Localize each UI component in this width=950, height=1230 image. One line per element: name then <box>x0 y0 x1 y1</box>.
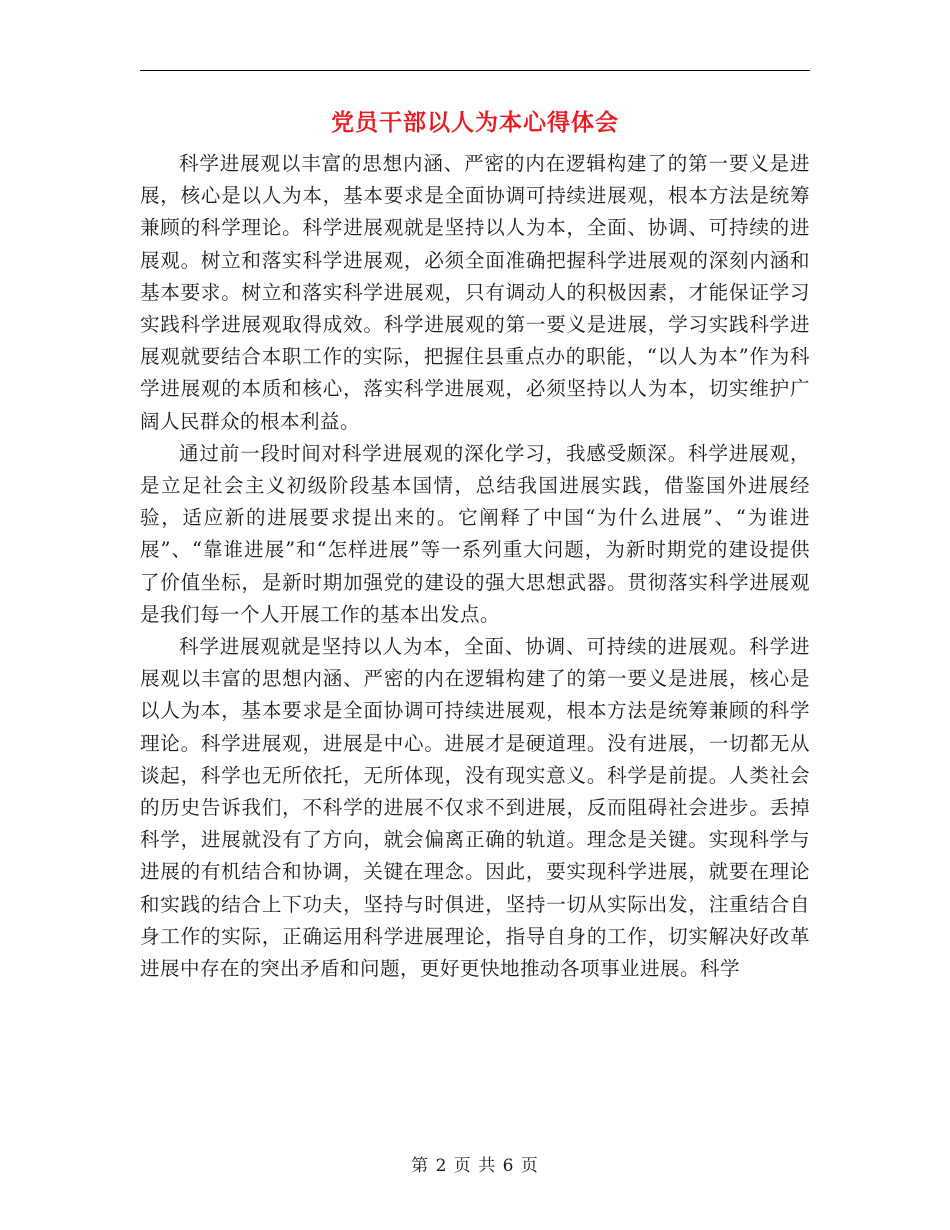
paragraph-2: 通过前一段时间对科学进展观的深化学习，我感受颇深。科学进展观，是立足社会主义初级阶段基本国情，总结我国进展实践，借鉴国外进展经验，适应新的进展要求提出来的。它阐释了中国“为什么进展”、“为谁进展”、“靠谁进展”和“怎样进展”等一系列重大问题，为新时期党的建设提供了价值坐标，是新时期加强党的建设的强大思想武器。贯彻落实科学进展观是我们每一个人开展工作的基本出发点。 <box>140 441 810 626</box>
page-number-footer: 第 2 页 共 6 页 <box>411 1156 539 1176</box>
paragraph-3: 科学进展观就是坚持以人为本，全面、协调、可持续的进展观。科学进展观以丰富的思想内涵、严密的内在逻辑构建了的第一要义是进展，核心是以人为本，基本要求是全面协调可持续进展观，根本方法是统筹兼顾的科学理论。科学进展观，进展是中心。进展才是硬道理。没有进展，一切都无从谈起，科学也无所依托，无所体现，没有现实意义。科学是前提。人类社会的历史告诉我们，不科学的进展不仅求不到进展，反而阻碍社会进步。丢掉科学，进展就没有了方向，就会偏离正确的轨道。理念是关键。实现科学与进展的有机结合和协调，关键在理念。因此，要实现科学进展，就要在理论和实践的结合上下功夫，坚持与时俱进，坚持一切从实际出发，注重结合自身工作的实际，正确运用科学进展理论，指导自身的工作，切实解决好改革进展中存在的突出矛盾和问题，更好更快地推动各项事业进展。科学 <box>140 635 810 981</box>
document-body <box>140 148 810 985</box>
document-title: 党员干部以人为本心得体会 <box>331 109 619 136</box>
header-rule <box>140 70 810 71</box>
paragraph-1: 科学进展观以丰富的思想内涵、严密的内在逻辑构建了的第一要义是进展，核心是以人为本，基本要求是全面协调可持续进展观，根本方法是统筹兼顾的科学理论。科学进展观就是坚持以人为本，全面、协调、可持续的进展观。树立和落实科学进展观，必须全面准确把握科学进展观的深刻内涵和基本要求。树立和落实科学进展观，只有调动人的积极因素，才能保证学习实践科学进展观取得成效。科学进展观的第一要义是进展，学习实践科学进展观就要结合本职工作的实际，把握住县重点办的职能，“以人为本”作为科学进展观的本质和核心，落实科学进展观，必须坚持以人为本，切实维护广阔人民群众的根本利益。 <box>140 152 810 433</box>
